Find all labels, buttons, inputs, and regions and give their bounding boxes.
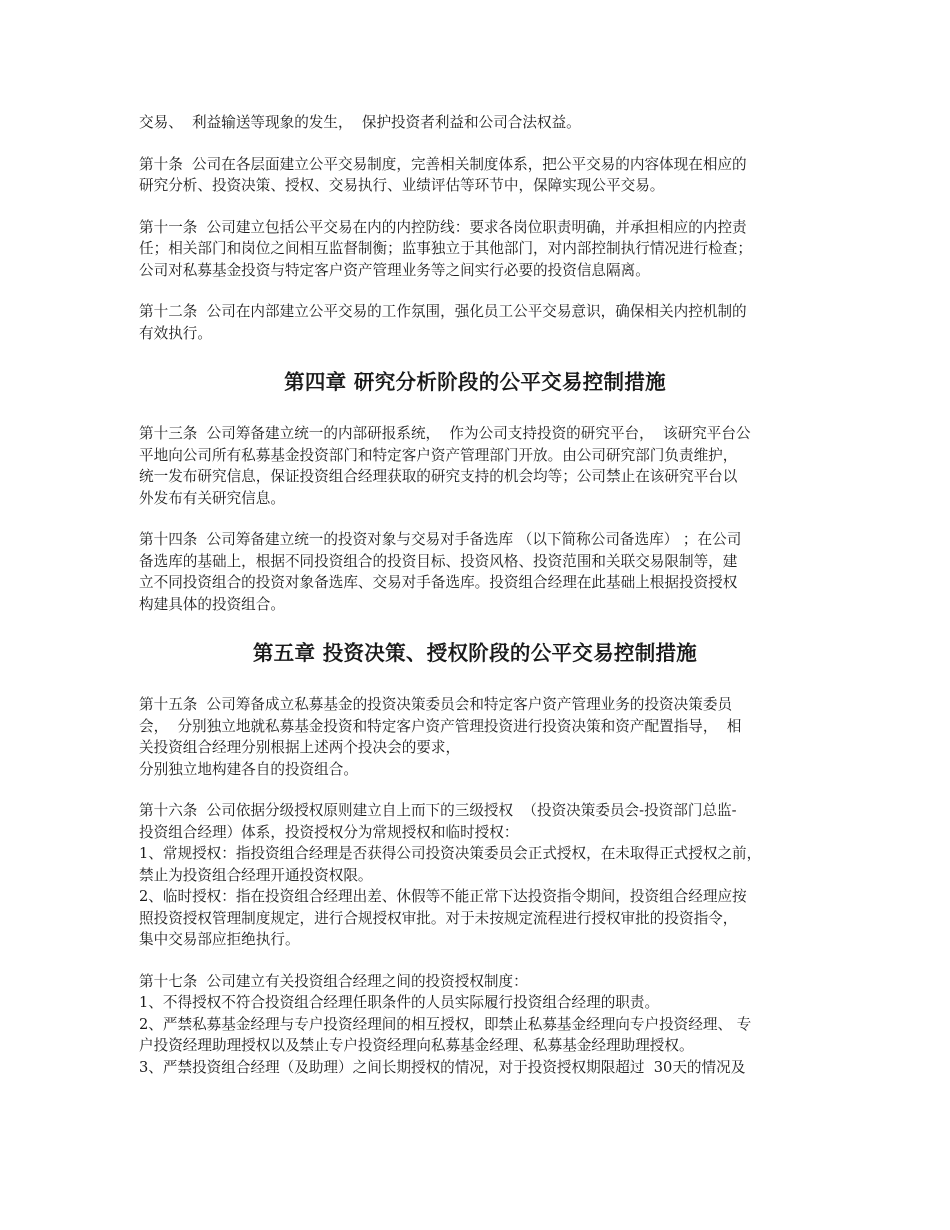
text-line: 户投资经理助理授权以及禁止专户投资经理向私募基金经理、私募基金经理助理授权。 <box>139 1037 694 1054</box>
text-line: 立不同投资组合的投资对象备选库、交易对手备选库。投资组合经理在此基础上根据投资授权 <box>139 574 738 591</box>
text-line: 第十一条 公司建立包括公平交易在内的内控防线：要求各岗位职责明确，并承担相应的内控责 <box>139 218 747 236</box>
article-15 <box>139 694 811 780</box>
text-line: 1、常规授权：指投资组合经理是否获得公司投资决策委员会正式授权，在未取得正式授权之前， <box>139 845 762 862</box>
article-17 <box>139 971 811 1079</box>
text-line: 第十四条 公司筹备建立统一的投资对象与交易对手备选库 （以下简称公司备选库） ；在公司 <box>139 531 742 548</box>
text-line: 第十六条 公司依据分级授权原则建立自上而下的三级授权 （投资决策委员会-投资部门总监- <box>139 802 737 819</box>
text-line: 3、严禁投资组合经理（及助理）之间长期授权的情况，对于投资授权期限超过 30天的情况及 <box>139 1058 746 1076</box>
text-line: 禁止为投资组合经理开通投资权限。 <box>139 866 373 884</box>
chapter-5-heading: 第五章 投资决策、授权阶段的公平交易控制措施 <box>252 641 698 665</box>
text-line: 关投资组合经理分别根据上述两个投决会的要求， <box>139 739 461 756</box>
article-16 <box>139 800 811 951</box>
chapter-4-heading: 第四章 研究分析阶段的公平交易控制措施 <box>284 370 666 394</box>
text-line: 第十三条 公司筹备建立统一的内部研报系统， 作为公司支持投资的研究平台， 该研究平台公 <box>139 425 751 442</box>
text-line: 平地向公司所有私募基金投资部门和特定客户资产管理部门开放。由公司研究部门负责维护， <box>139 446 738 464</box>
paragraph-continuation <box>139 112 811 134</box>
text-line: 第十二条 公司在内部建立公平交易的工作氛围，强化员工公平交易意识，确保相关内控机制的 <box>139 303 747 320</box>
text-line: 1、不得授权不符合投资组合经理任职条件的人员实际履行投资组合经理的职责。 <box>139 994 660 1011</box>
text-line: 交易、 利益输送等现象的发生， 保护投资者利益和公司合法权益。 <box>139 114 581 131</box>
text-line: 第十七条 公司建立有关投资组合经理之间的投资授权制度： <box>139 972 528 990</box>
text-line: 投资组合经理）体系，投资授权分为常规授权和临时授权： <box>139 823 519 841</box>
text-line: 会， 分别独立地就私募基金投资和特定客户资产管理投资进行投资决策和资产配置指导， 相 <box>139 717 742 735</box>
text-line: 研究分析、投资决策、授权、交易执行、业绩评估等环节中，保障实现公平交易。 <box>139 177 665 194</box>
text-line: 集中交易部应拒绝执行。 <box>139 931 300 948</box>
article-10 <box>139 154 811 197</box>
text-line: 任；相关部门和岗位之间相互监督制衡；监事独立于其他部门，对内部控制执行情况进行检查； <box>139 240 752 257</box>
text-line: 第十条 公司在各层面建立公平交易制度，完善相关制度体系，把公平交易的内容体现在相应的 <box>139 155 747 173</box>
document-page <box>139 112 811 1098</box>
text-line: 外发布有关研究信息。 <box>139 489 285 507</box>
article-14 <box>139 529 811 615</box>
text-line: 第十五条 公司筹备成立私募基金的投资决策委员会和特定客户资产管理业务的投资决策委员 <box>139 696 733 713</box>
text-line: 公司对私募基金投资与特定客户资产管理业务等之间实行必要的投资信息隔离。 <box>139 261 650 279</box>
text-line: 构建具体的投资组合。 <box>139 595 285 613</box>
text-line: 2、临时授权：指在投资组合经理出差、休假等不能正常下达投资指令期间，投资组合经理应按 <box>139 888 747 905</box>
text-line: 照投资授权管理制度规定，进行合规授权审批。对于未按规定流程进行授权审批的投资指令， <box>139 909 738 927</box>
text-line: 有效执行。 <box>139 324 212 342</box>
article-12 <box>139 301 811 344</box>
text-line: 分别独立地构建各自的投资组合。 <box>139 760 358 778</box>
text-line: 2、严禁私募基金经理与专户投资经理间的相互授权，即禁止私募基金经理向专户投资经理、 专 <box>139 1015 752 1033</box>
article-11 <box>139 217 811 282</box>
text-line: 统一发布研究信息，保证投资组合经理获取的研究支持的机会均等；公司禁止在该研究平台以 <box>139 468 738 485</box>
article-13 <box>139 423 811 509</box>
text-line: 备选库的基础上，根据不同投资组合的投资目标、投资风格、投资范围和关联交易限制等，建 <box>139 552 738 570</box>
